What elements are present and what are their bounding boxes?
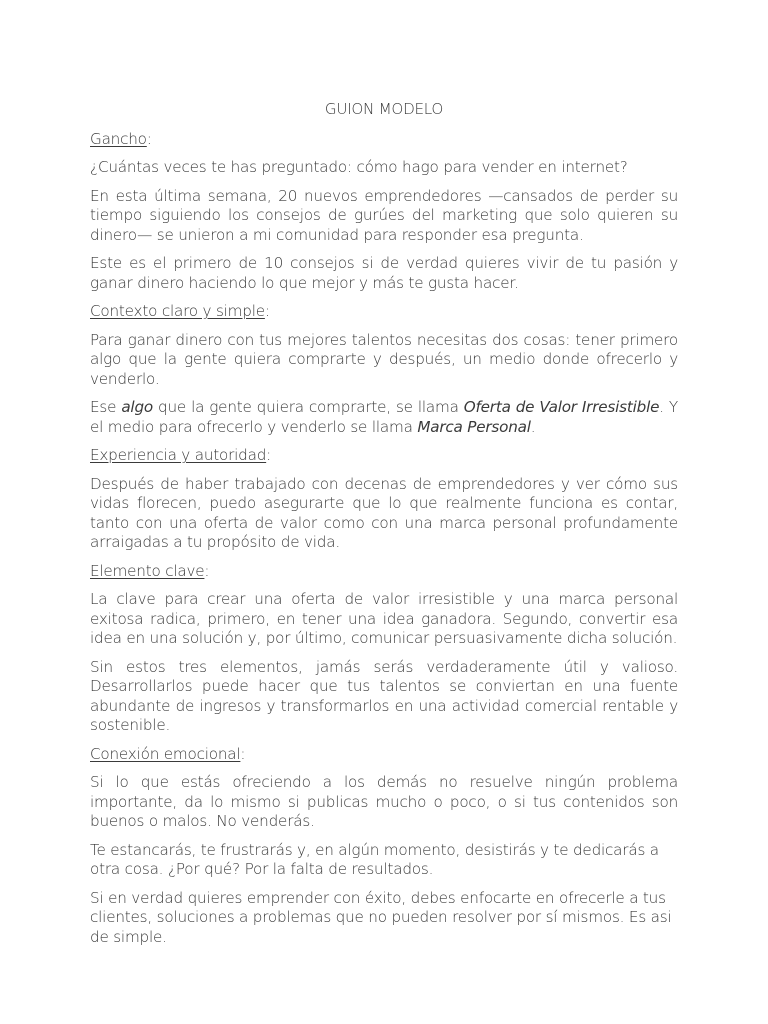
- heading-colon: :: [146, 129, 152, 148]
- text-run: . Y el medio para ofrecerlo y venderlo se llama: [90, 398, 678, 436]
- heading-colon: :: [264, 302, 270, 320]
- heading-label: Conexión emocional: [90, 744, 241, 763]
- document-page: [90, 100, 678, 956]
- section-heading-conexion: [90, 745, 678, 765]
- paragraph: Después de haber trabajado con decenas de emprendedores y ver cómo sus vidas florecen, puedo asegurarte que lo que realmente funciona es contar, tanto con una oferta de valor como con una marca personal profundamente arraigadas a tu propósito de vida.: [90, 474, 678, 551]
- paragraph: En esta última semana, 20 nuevos emprendedores —cansados de perder su tiempo siguiendo los consejos de gurúes del marketing que solo quieren su dinero— se unieron a mi comunidad para responder esa pregunta.: [90, 186, 678, 244]
- paragraph: Te estancarás, te frustrarás y, en algún momento, desistirás y te dedicarás a otra cosa. ¿Por qué? Por la falta de resultados.: [90, 840, 659, 878]
- paragraph: Este es el primero de 10 consejos si de verdad quieres vivir de tu pasión y ganar dinero haciendo lo que mejor y más te gusta hacer.: [90, 254, 678, 292]
- paragraph: Si lo que estás ofreciendo a los demás no resuelve ningún problema importante, da lo mismo si publicas mucho o poco, o si tus contenidos son buenos o malos. No venderás.: [90, 773, 678, 830]
- heading-label: Gancho: [90, 129, 147, 148]
- italic-run: Oferta de Valor Irresistible: [463, 398, 660, 416]
- heading-label: Contexto claro y simple: [90, 302, 265, 320]
- heading-label: Experiencia y autoridad: [90, 446, 267, 464]
- heading-colon: :: [204, 561, 210, 580]
- italic-run: Marca Personal: [417, 417, 531, 436]
- heading-colon: :: [266, 446, 272, 464]
- text-run: que la gente quiera comprarte, se llama: [152, 398, 464, 416]
- heading-colon: :: [240, 744, 246, 763]
- paragraph: Si en verdad quieres emprender con éxito, debes enfocarte en ofrecerle a tus clientes, soluciones a problemas que no pueden resolver por sí mismos. Es asi de simple.: [90, 888, 672, 946]
- section-heading-contexto: [90, 302, 678, 322]
- paragraph: La clave para crear una oferta de valor irresistible y una marca personal exitosa radica, primero, en tener una idea ganadora. Segundo, convertir esa idea en una solución y, por último, comunicar persuasivamente dicha solución.: [90, 590, 678, 647]
- section-heading-experiencia: [90, 446, 678, 466]
- paragraph: ¿Cuántas veces te has preguntado: cómo hago para vender en internet?: [90, 158, 628, 176]
- heading-label: Elemento clave: [90, 561, 205, 580]
- section-heading-gancho: [90, 130, 678, 150]
- italic-run: algo: [121, 398, 153, 416]
- text-run: Ese: [90, 398, 122, 416]
- text-run: .: [530, 417, 536, 436]
- document-title: GUION MODELO: [324, 100, 444, 118]
- paragraph: Sin estos tres elementos, jamás serás verdaderamente útil y valioso. Desarrollarlos puede hacer que tus talentos se conviertan en una fuente abundante de ingresos y transformarlos en una actividad comercial rentable y sostenible.: [90, 657, 678, 734]
- paragraph: Para ganar dinero con tus mejores talentos necesitas dos cosas: tener primero algo que la gente quiera comprarte y después, un medio donde ofrecerlo y venderlo.: [90, 330, 678, 388]
- paragraph-mixed: [90, 398, 678, 437]
- section-heading-elemento: [90, 562, 678, 582]
